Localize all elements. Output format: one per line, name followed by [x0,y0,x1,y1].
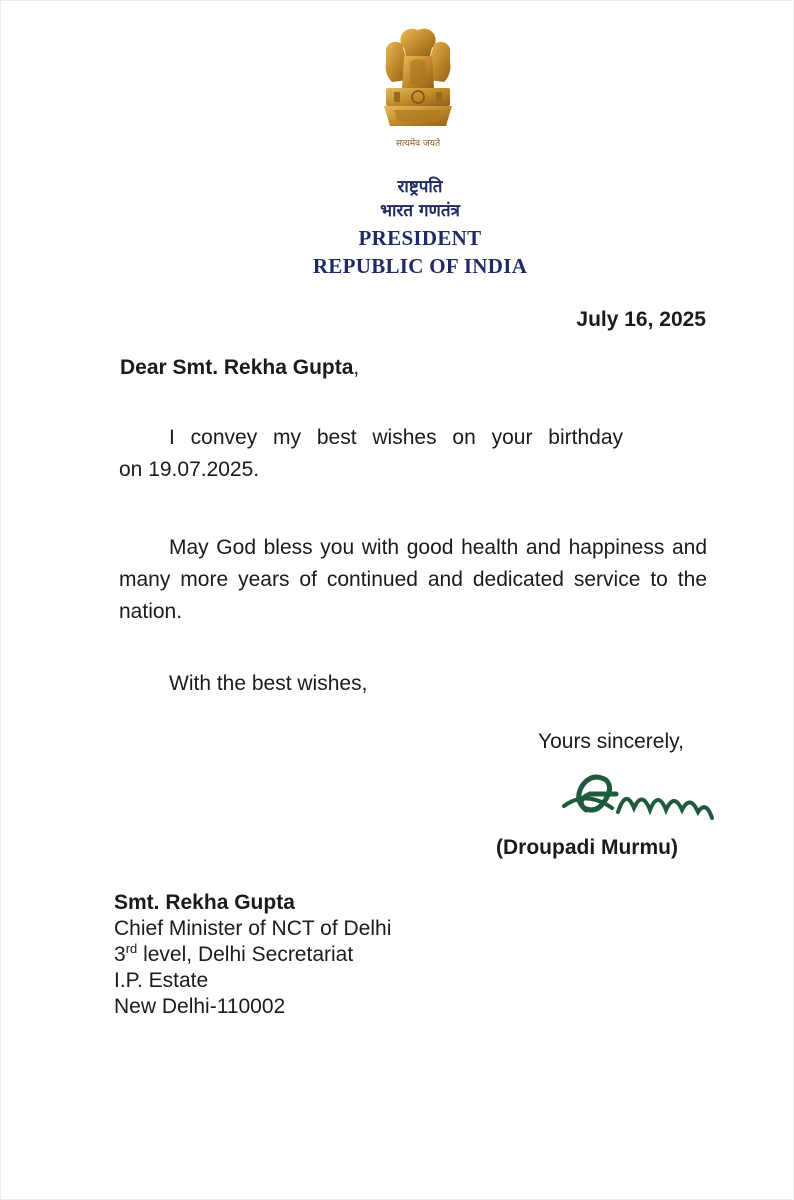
addressee-line-2 [114,942,391,968]
closing-line: Yours sincerely, [538,730,684,753]
letterhead-subtitle: REPUBLIC OF INDIA [312,254,528,278]
body-paragraph-2: May God bless you with good health and happiness and many more years of continued and dedicated service to the nation. [119,536,707,623]
addressee-line-1: Chief Minister of NCT of Delhi [114,917,392,940]
national-emblem-icon [372,26,464,156]
signatory-name: (Droupadi Murmu) [496,836,678,859]
paragraph-1-main: I convey my best wishes on your birthday [169,426,624,449]
paragraph-1-end: on 19.07.2025. [119,458,260,481]
salutation-suffix: , [353,356,360,379]
emblem-motto: सत्यमेव जयते [395,139,441,149]
letter-date: July 16, 2025 [576,308,706,331]
addressee-line-3: I.P. Estate [114,969,209,992]
addressee-line-2-rest: level, Delhi Secretariat [137,943,354,966]
addressee-line-4: New Delhi-110002 [114,995,286,1018]
addressee-name: Smt. Rekha Gupta [114,891,295,914]
salutation [120,356,359,380]
salutation-prefix: Dear [120,356,173,379]
letterhead-title: PRESIDENT [358,226,482,250]
addressee-line-2-num: 3 [114,943,126,966]
signature-image [556,760,726,830]
body-paragraph-1 [119,422,707,486]
closing-wish: With the best wishes, [169,672,368,695]
letterhead-hindi-subtitle: भारत गणतंत्र [380,201,460,221]
letterhead-hindi-title: राष्ट्रपति [397,177,443,197]
addressee-line-2-sup: rd [125,941,138,956]
addressee-block [114,890,391,1020]
salutation-name: Smt. Rekha Gupta [172,356,354,379]
